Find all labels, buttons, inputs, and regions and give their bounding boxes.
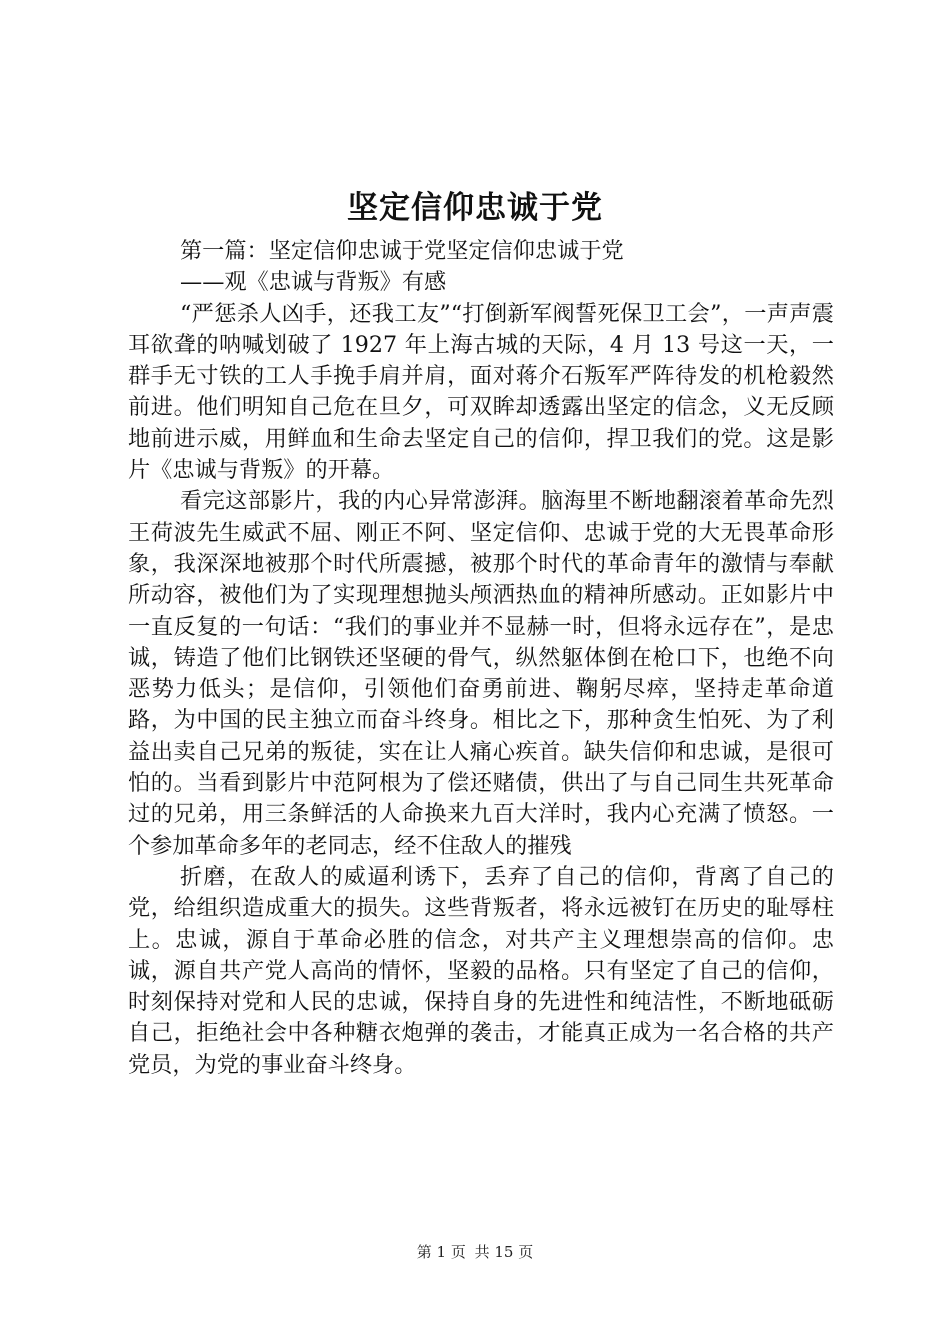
- paragraph-3: 折磨，在敌人的威逼利诱下，丢弃了自己的信仰，背离了自己的党，给组织造成重大的损失。这些背叛者，将永远被钉在历史的耻辱柱上。忠诚，源自于革命必胜的信念，对共产主义理想崇高的信仰。忠诚，源自共产党人高尚的情怀，坚毅的品格。只有坚定了自己的信仰，时刻保持对党和人民的忠诚，保持自身的先进性和纯洁性，不断地砥砺自己，拒绝社会中各种糖衣炮弹的袭击，才能真正成为一名合格的共产党员，为党的事业奋斗终身。: [128, 863, 834, 1078]
- page-number: 第 1 页: [416, 1243, 466, 1261]
- subheading-film-review: ——观《忠诚与背叛》有感: [180, 269, 447, 296]
- document-body: [128, 236, 834, 1081]
- page-footer: [0, 1242, 950, 1262]
- document-title: 坚定信仰忠诚于党: [347, 190, 603, 226]
- paragraph-2: 看完这部影片，我的内心异常澎湃。脑海里不断地翻滚着革命先烈王荷波先生威武不屈、刚正不阿、坚定信仰、忠诚于党的大无畏革命形象，我深深地被那个时代所震撼，被那个时代的革命青年的激情与奉献所动容，被他们为了实现理想抛头颅洒热血的精神所感动。正如影片中一直反复的一句话：“我们的事业并不显赫一时，但将永远存在”，是忠诚，铸造了他们比钢铁还坚硬的骨气，纵然躯体倒在枪口下，也绝不向恶势力低头；是信仰，引领他们奋勇前进、鞠躬尽瘁，坚持走革命道路，为中国的民主独立而奋斗终身。相比之下，那种贪生怕死、为了利益出卖自己兄弟的叛徒，实在让人痛心疾首。缺失信仰和忠诚，是很可怕的。当看到影片中范阿根为了偿还赌债，供出了与自己同生共死革命过的兄弟，用三条鲜活的人命换来九百大洋时，我内心充满了愤怒。一个参加革命多年的老同志，经不住敌人的摧残: [128, 488, 834, 859]
- page-total: 共 15 页: [474, 1243, 534, 1261]
- paragraph-1: “严惩杀人凶手，还我工友”“打倒新军阀誓死保卫工会”，一声声震耳欲聋的呐喊划破了 1927 年上海古城的天际，4 月 13 号这一天，一群手无寸铁的工人手挽手肩并肩，面对蒋介石叛军严阵待发的机枪毅然前进。他们明知自己危在旦夕，可双眸却透露出坚定的信念，义无反顾地前进示威，用鲜血和生命去坚定自己的信仰，捍卫我们的党。这是影片《忠诚与背叛》的开幕。: [128, 300, 834, 484]
- subheading-chapter: 第一篇：坚定信仰忠诚于党坚定信仰忠诚于党: [180, 238, 624, 264]
